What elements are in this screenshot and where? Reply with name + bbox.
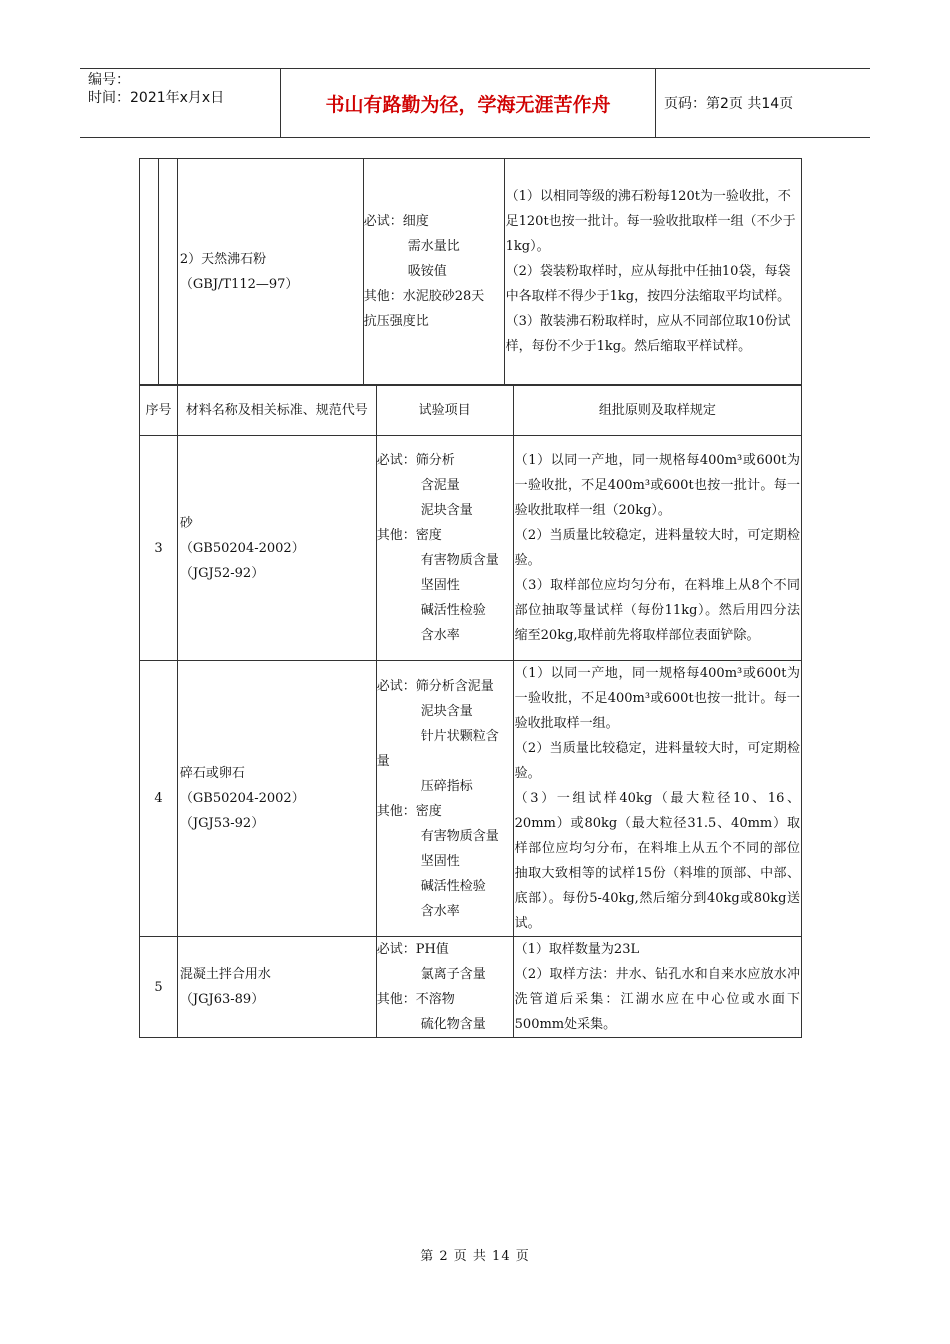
test-item: 其他：密度	[376, 803, 442, 819]
rules-cell	[504, 159, 801, 385]
material-standard: （GBJ/T112—97）	[179, 276, 299, 292]
rules-cell	[513, 661, 801, 937]
rule-paragraph: （2）当质量比较稳定，进料量较大时，可定期检验。	[514, 741, 800, 781]
document-date: 时间：2021年x月x日	[88, 90, 225, 106]
test-item: 吸铵值	[407, 264, 447, 279]
tests-cell	[376, 661, 513, 937]
rules-cell	[513, 937, 801, 1038]
material-cell	[177, 661, 376, 937]
test-item: 含水率	[420, 903, 460, 919]
rule-paragraph: （1）以同一产地，同一规格每400m³或600t为一验收批，不足400m³或600t也按一批计。每一验收批取样一组。	[514, 666, 800, 731]
material-name: 混凝土拌合用水	[179, 967, 271, 982]
table-row	[140, 436, 802, 661]
test-item: 含泥量	[420, 478, 460, 493]
document-number: 编号：	[88, 72, 130, 88]
test-item: 必试：筛分析	[376, 453, 455, 468]
test-item: 坚固性	[420, 853, 460, 869]
table-row	[140, 159, 802, 385]
page-header	[80, 68, 870, 138]
header-page-info: 页码：第2页 共14页	[664, 96, 794, 112]
test-item: 有害物质含量	[420, 553, 499, 568]
test-item: 有害物质含量	[420, 828, 499, 844]
table-header-row	[140, 386, 802, 436]
test-item: 硫化物含量	[420, 1017, 486, 1032]
test-item: 需水量比	[407, 239, 460, 254]
test-item: 泥块含量	[420, 703, 473, 719]
material-cell	[177, 159, 363, 385]
test-item: 氯离子含量	[420, 967, 486, 982]
blank-cell	[140, 159, 159, 385]
rule-paragraph: （3）一组试样40kg（最大粒径10、16、20mm）或80kg（最大粒径31.5、40mm）取样部位应均匀分布，在料堆上从五个不同的部位抽取大致相等的试样15份（料堆的顶部、中部、底部）。每份5-40kg,然后缩分到40kg或80kg送试。	[514, 791, 800, 931]
header-meta	[80, 69, 280, 137]
column-header-seq: 序号	[140, 386, 178, 436]
test-item: 含水率	[420, 628, 460, 643]
rule-paragraph: （2）当质量比较稳定，进料量较大时，可定期检验。	[514, 528, 800, 568]
test-item: 泥块含量	[420, 503, 473, 518]
table-row	[140, 937, 802, 1038]
test-item: 碱活性检验	[420, 603, 486, 618]
test-item: 压碎指标	[420, 778, 473, 794]
header-motto: 书山有路勤为径，学海无涯苦作舟	[280, 69, 656, 137]
test-item: 量	[376, 753, 390, 769]
test-item: 坚固性	[420, 578, 460, 593]
tests-cell	[376, 436, 513, 661]
tests-cell	[363, 159, 504, 385]
material-name: 2）天然沸石粉	[179, 251, 267, 267]
column-header-rules: 组批原则及取样规定	[513, 386, 801, 436]
test-item: 其他：密度	[376, 528, 442, 543]
test-item: 针片状颗粒含	[420, 728, 499, 744]
test-item: 必试：筛分析含泥量	[376, 678, 494, 694]
rules-cell	[513, 436, 801, 661]
rule-paragraph: （1）以同一产地，同一规格每400m³或600t为一验收批，不足400m³或600t也按一批计。每一验收批取样一组（20kg）。	[514, 453, 800, 518]
material-cell	[177, 436, 376, 661]
seq-cell: 3	[140, 436, 178, 661]
rule-paragraph: （2）取样方法：井水、钻孔水和自来水应放水冲洗管道后采集：江湖水应在中心位或水面下500mm处采集。	[514, 967, 800, 1032]
test-item: 碱活性检验	[420, 878, 486, 894]
rule-paragraph: （2）袋装粉取样时，应从每批中任抽10袋，每袋中各取样不得少于1kg，按四分法缩取平均试样。	[505, 264, 791, 304]
continuation-table	[139, 158, 802, 385]
seq-cell: 4	[140, 661, 178, 937]
test-item: 必试：细度	[363, 214, 429, 229]
material-standard: （GB50204-2002）	[179, 540, 305, 556]
column-header-tests: 试验项目	[376, 386, 513, 436]
test-item: 其他：水泥胶砂28天	[363, 289, 485, 304]
material-standard: （GB50204-2002）	[179, 791, 305, 806]
test-item: 必试：PH值	[376, 942, 449, 957]
material-standard: （JGJ53-92）	[179, 816, 265, 831]
rule-paragraph: （1）以相同等级的沸石粉每120t为一验收批，不足120t也按一批计。每一验收批取样一组（不少于1kg）。	[505, 189, 796, 254]
rule-paragraph: （1）取样数量为23L	[514, 942, 640, 957]
blank-cell	[158, 159, 177, 385]
material-standard: （JGJ63-89）	[179, 992, 265, 1007]
test-item: 抗压强度比	[363, 314, 429, 329]
test-item: 其他：不溶物	[376, 992, 455, 1007]
rule-paragraph: （3）取样部位应均匀分布，在料堆上从8个不同部位抽取等量试样（每份11kg）。然后用四分法缩至20kg,取样前先将取样部位表面铲除。	[514, 578, 800, 643]
column-header-material: 材料名称及相关标准、规范代号	[177, 386, 376, 436]
tests-cell	[376, 937, 513, 1038]
table-row	[140, 661, 802, 937]
rule-paragraph: （3）散装沸石粉取样时，应从不同部位取10份试样，每份不少于1kg。然后缩取平样试样。	[505, 314, 791, 354]
material-name: 碎石或卵石	[179, 766, 245, 781]
materials-table	[139, 385, 802, 1038]
seq-cell: 5	[140, 937, 178, 1038]
material-standard: （JGJ52-92）	[179, 565, 265, 581]
page-footer: 第 2 页 共 14 页	[420, 1249, 530, 1264]
material-name: 砂	[179, 515, 193, 531]
material-cell	[177, 937, 376, 1038]
